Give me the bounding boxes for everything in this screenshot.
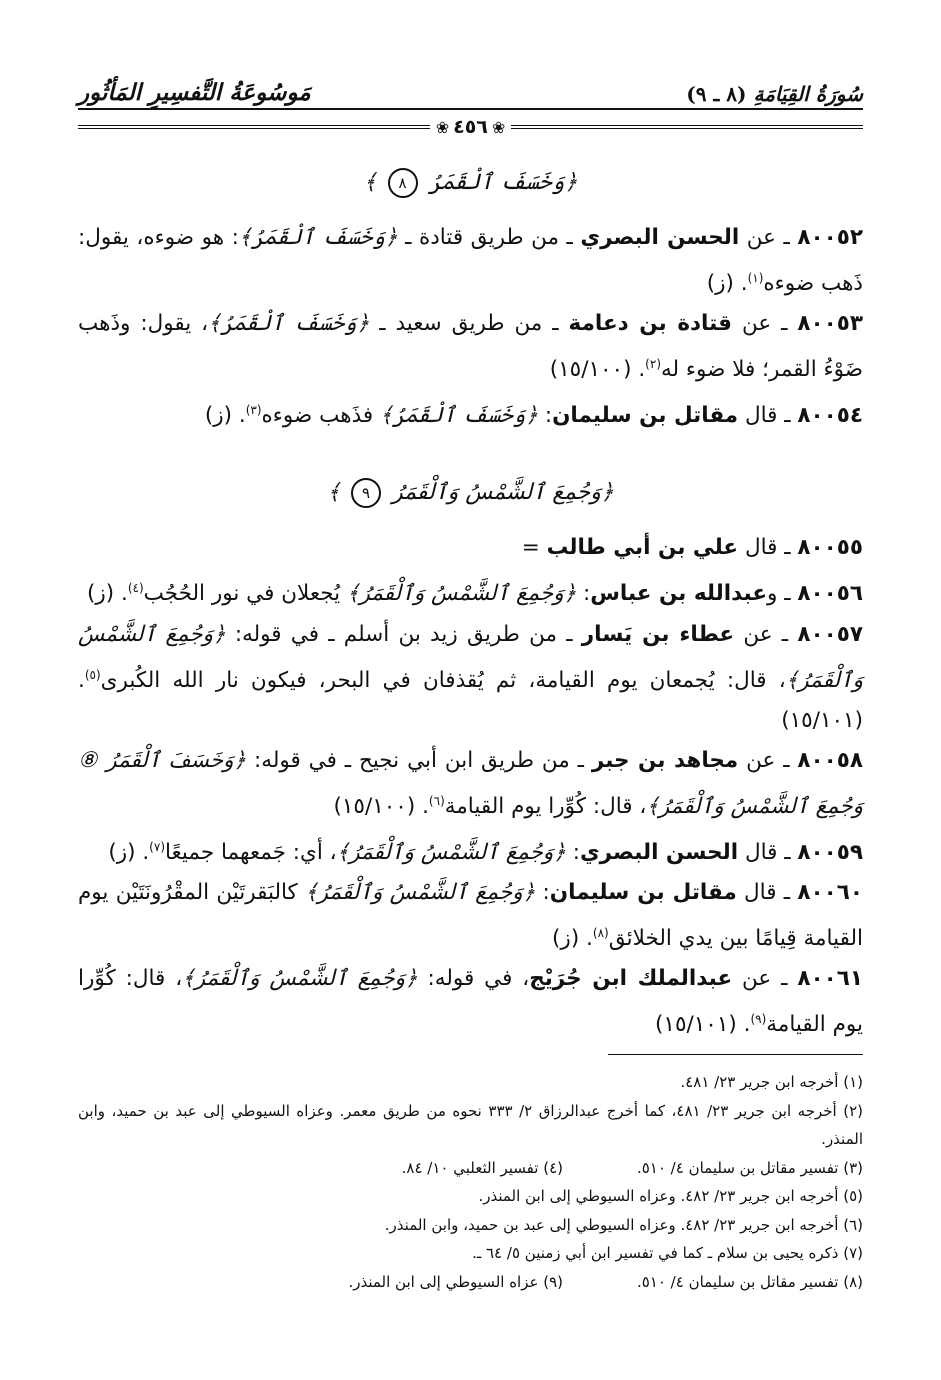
entry-prefix: ـ عن [732,966,798,992]
surah-name: سُورَةُ القِيَامَةِ [753,82,863,106]
entry-number: ٨٠٠٥٣ [797,311,863,337]
entry-chain: = [521,535,547,561]
page-number-block [430,116,512,138]
footnote-ref: (٥) [84,667,101,682]
footnote-ref: (٤) [127,581,144,596]
entry-text: ، يقول: وذَهب ضَوْءُ القمر؛ فلا ضوء له [78,311,863,383]
entry-source: . (ز) [706,271,748,297]
footnote-pair [78,1154,863,1183]
entry-prefix: ـ قال [736,880,798,906]
entry-prefix: ـ قال [738,403,798,429]
narrator-name: مقاتل بن سليمان [549,880,737,906]
footnote: (١) أخرجه ابن جرير ٢٣/ ٤٨١. [680,1073,863,1091]
entry-source: . (١٥/١٠٠) [333,793,429,819]
entry-number: ٨٠٠٥٤ [797,403,863,429]
footnote-ref: (١) [747,271,764,285]
entry-number: ٨٠٠٦١ [797,966,864,992]
entry-text: ، قال: كُوِّرا يوم القيامة [78,966,863,1038]
entry-chain: ـ من طريق سعيد ـ [369,311,569,337]
narrator-name: الحسن البصري [580,225,740,250]
footnote-pair [78,1268,863,1297]
main-content [78,150,863,1045]
entry-chain: : [565,840,580,866]
narration-entry [78,568,863,614]
narration-entry [78,615,863,741]
entry-prefix: ـ و [767,581,798,607]
entry-chain: : [537,403,553,429]
ornament-icon: ❀ [435,117,450,137]
narration-entry [78,528,863,568]
narrator-name: علي بن أبي طالب [546,535,739,561]
entry-number: ٨٠٠٥٧ [797,621,863,647]
quran-quote: ﴿وَجُمِعَ ٱلشَّمْسُ وَٱلْقَمَرُ﴾ [78,621,863,693]
narration-entry [78,390,863,436]
quran-quote: ﴿وَجُمِعَ ٱلشَّمْسُ وَٱلْقَمَرُ﴾ [305,880,536,906]
footnote-ref: (٩) [750,1012,767,1027]
header-rule [78,108,863,110]
entry-source: . (١٥/١٠١) [78,667,863,733]
page-number: ٤٥٦ [453,116,488,138]
entry-chain: ـ من طريق زيد بن أسلم ـ في قوله: [225,621,582,647]
entry-prefix: ـ عن [738,747,798,773]
entry-text: ، قال: كُوِّرا يوم القيامة [444,793,647,819]
narration-entry [78,873,863,959]
entry-text: ، قال: يُجمعان يوم القيامة، ثم يُقذفان في البحر، فيكون نار الله الكُبرى [100,667,786,693]
entry-number: ٨٠٠٥٢ [797,225,864,250]
book-title: مَوسُوعَةُ التَّفسِيرِ المَأثُور [78,79,311,106]
entry-prefix: ـ قال [738,840,798,866]
verse-number-badge: ٩ [351,478,381,508]
entry-source: . (ز) [108,840,150,866]
footnote-ref: (٧) [149,839,165,854]
entry-chain: ـ من طريق قتادة ـ [397,225,581,250]
entry-text: فذَهب ضوءه [261,403,380,429]
footnote-ref: (٣) [245,403,262,418]
entry-text: : هو ضوءه، يقول: ذَهب ضوءه [78,225,863,297]
quran-quote: ﴿وَخَسَفَ ٱلْقَمَرُ ⑧ وَجُمِعَ ٱلشَّمْسُ وَٱلْقَمَرُ﴾ [78,747,863,819]
footnote-separator [608,1054,863,1055]
entry-number: ٨٠٠٦٠ [797,880,863,906]
footnote: (٤) تفسير الثعلبي ١٠/ ٨٤. [401,1158,563,1177]
footnote: (٦) أخرجه ابن جرير ٢٣/ ٤٨٢. وعزاه السيوطي إلى عبد بن حميد، وابن المنذر. [384,1215,863,1234]
verse-heading-text: ﴿وَجُمِعَ ٱلشَّمْسُ وَٱلْقَمَرُ [392,480,614,506]
entry-chain: : [535,880,550,906]
entry-chain: : [576,581,591,607]
narrator-name: عطاء بن يَسار [581,621,735,647]
narration-entry [78,218,863,304]
entry-source: . (ز) [552,926,593,952]
entry-source: . (١٥/١٠٠) [549,357,646,383]
quran-quote: ﴿وَخَسَفَ ٱلْقَمَرُ﴾ [238,225,398,250]
narration-entry [78,741,863,827]
footnotes [78,1068,863,1296]
verse-heading-9 [78,478,863,508]
ornament-icon: ❀ [491,117,506,137]
footnote-ref: (٢) [645,357,661,372]
entry-text: يُجعلان في نور الحُجُب [143,581,347,607]
narration-entry [78,959,863,1045]
footnote: (٢) أخرجه ابن جرير ٢٣/ ٤٨١، كما أخرج عبدالرزاق ٢/ ٣٣٣ نحوه من طريق معمر. وعزاه السيوطي إلى عبد بن حميد، وابن المنذر. [78,1101,863,1148]
narration-entry [78,827,863,873]
narrator-name: عبدالملك ابن جُرَيْج [529,966,733,992]
verse-heading-8 [78,168,863,198]
quran-quote: ﴿وَجُمِعَ ٱلشَّمْسُ وَٱلْقَمَرُ﴾ [346,581,577,607]
entry-number: ٨٠٠٥٥ [797,535,863,561]
entry-source: . (١٥/١٠١) [655,1012,751,1038]
narrator-name: عبدالله بن عباس [590,581,768,607]
entry-chain: ، في قوله: [417,966,530,992]
quran-quote: ﴿وَخَسَفَ ٱلْقَمَرُ﴾ [379,403,538,429]
entry-chain: ـ من طريق ابن أبي نجيح ـ في قوله: [246,747,592,773]
verse-heading-text: ﴿وَخَسَفَ ٱلْقَمَرُ [428,170,578,195]
narrator-name: قتادة بن دعامة [568,311,732,337]
footnote-ref: (٦) [428,793,445,808]
surah-header [686,82,863,106]
entry-source: . (ز) [204,403,246,429]
entry-source: . (ز) [86,581,128,607]
section-gap [78,436,863,460]
verse-heading-close: ﴾ [327,480,341,506]
entry-number: ٨٠٠٥٦ [797,581,863,607]
verse-range: (٨ ـ ٩) [686,82,747,106]
entry-prefix: ـ قال [738,535,798,561]
page-number-row [78,112,863,142]
footnote: (٥) أخرجه ابن جرير ٢٣/ ٤٨٢. وعزاه السيوطي إلى ابن المنذر. [478,1187,863,1205]
divider-line-right [511,125,863,129]
footnote: (٣) تفسير مقاتل بن سليمان ٤/ ٥١٠. [636,1158,863,1177]
narration-entry [78,304,863,390]
entry-number: ٨٠٠٥٩ [797,840,863,866]
entry-prefix: ـ عن [739,225,798,250]
footnote: (٩) عزاه السيوطي إلى ابن المنذر. [348,1272,563,1291]
entry-text: ، أي: جَمعهما جميعًا [165,840,337,866]
narrator-name: مقاتل بن سليمان [552,403,739,429]
entry-prefix: ـ عن [732,311,798,337]
verse-number-badge: ٨ [388,168,418,198]
divider-line-left [78,125,430,129]
entry-prefix: ـ عن [734,621,798,647]
footnote: (٧) ذكره يحيى بن سلام ـ كما في تفسير ابن أبي زمنين ٥/ ٦٤ ـ. [472,1244,863,1262]
footnote: (٨) تفسير مقاتل بن سليمان ٤/ ٥١٠. [636,1272,863,1291]
footnote-ref: (٨) [592,926,609,941]
entry-text: كالبَقرتَيْن المقْرُونَتَيْن يوم القيامة قِيامًا بين يدي الخلائق [78,880,863,952]
narrator-name: مجاهد بن جبر [591,747,739,773]
entry-number: ٨٠٠٥٨ [797,747,864,773]
quran-quote: ﴿وَخَسَفَ ٱلْقَمَرُ﴾ [208,311,370,337]
page-header [78,70,863,106]
quran-quote: ﴿وَجُمِعَ ٱلشَّمْسُ وَٱلْقَمَرُ﴾ [182,966,418,992]
quran-quote: ﴿وَجُمِعَ ٱلشَّمْسُ وَٱلْقَمَرُ﴾ [336,840,566,866]
narrator-name: الحسن البصري [579,840,739,866]
verse-heading-close: ﴾ [363,170,377,195]
